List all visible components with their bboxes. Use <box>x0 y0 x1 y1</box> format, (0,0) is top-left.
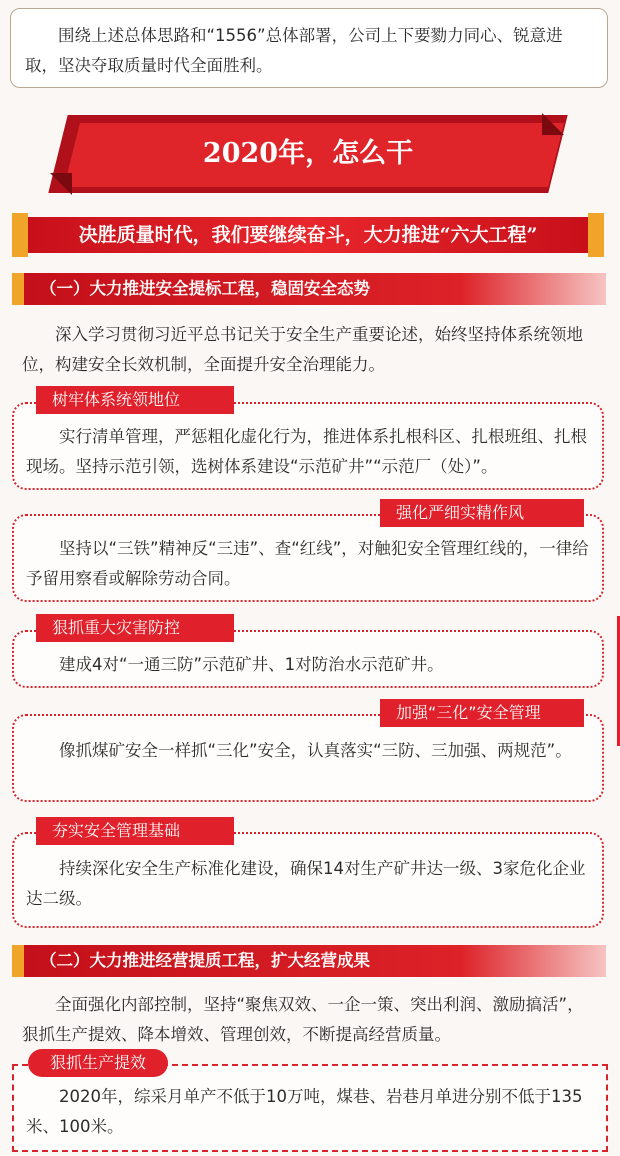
item-label-tag: 狠抓重大灾害防控 <box>36 614 234 642</box>
intro-box <box>10 8 608 88</box>
item-card <box>12 714 604 802</box>
subtitle-text: 决胜质量时代，我们要继续奋斗，大力推进“六大工程” <box>78 224 538 246</box>
section-header-safety <box>12 273 606 305</box>
item-label-tag: 树牢体系统领地位 <box>36 386 234 414</box>
item-label-tag: 狠抓生产提效 <box>28 1049 168 1077</box>
item-label-tag: 加强“三化”安全管理 <box>380 699 584 727</box>
section-intro-paragraph: 全面强化内部控制，坚持“聚焦双效、一企一策、突出利润、激励搞活”，狠抓生产提效、降本增效、管理创效，不断提高经营质量。 <box>22 995 584 1044</box>
section-intro-paragraph: 深入学习贯彻习近平总书记关于安全生产重要论述，始终坚持体系统领地位，构建安全长效机制，全面提升安全治理能力。 <box>22 325 583 374</box>
subtitle-banner <box>12 213 604 257</box>
item-text: 实行清单管理，严惩粗化虚化行为，推进体系扎根科区、扎根班组、扎根现场。坚持示范引领，选树体系建设“示范矿井”“示范厂（处）”。 <box>26 427 587 476</box>
item-text: 2020年，综采月单产不低于10万吨，煤巷、岩巷月单进分别不低于135米、100米。 <box>26 1087 583 1136</box>
title-banner <box>58 115 558 193</box>
intro-text: 围绕上述总体思路和“1556”总体部署，公司上下要勠力同心、锐意进取，坚决夺取质量时代全面胜利。 <box>25 26 563 75</box>
item-card <box>12 402 604 490</box>
item-text: 坚持以“三铁”精神反“三违”、查“红线”，对触犯安全管理红线的，一律给予留用察看或解除劳动合同。 <box>26 539 589 588</box>
item-text: 持续深化安全生产标准化建设，确保14对生产矿井达一级、3家危化企业达二级。 <box>26 859 586 908</box>
section-header-text: （二）大力推进经营提质工程，扩大经营成果 <box>40 951 370 970</box>
item-text: 像抓煤矿安全一样抓“三化”安全，认真落实“三防、三加强、两规范”。 <box>59 741 572 760</box>
item-label-tag: 夯实安全管理基础 <box>36 817 234 845</box>
item-card <box>12 832 604 928</box>
item-label-tag: 强化严细实精作风 <box>380 499 584 527</box>
item-card <box>12 1064 608 1152</box>
section-header-text: （一）大力推进安全提标工程，稳固安全态势 <box>40 279 370 298</box>
item-card <box>12 514 604 602</box>
section-header-operations <box>12 945 606 977</box>
item-text: 建成4对“一通三防”示范矿井、1对防治水示范矿井。 <box>59 655 444 674</box>
page-title: 2020年，怎么干 <box>202 138 414 169</box>
